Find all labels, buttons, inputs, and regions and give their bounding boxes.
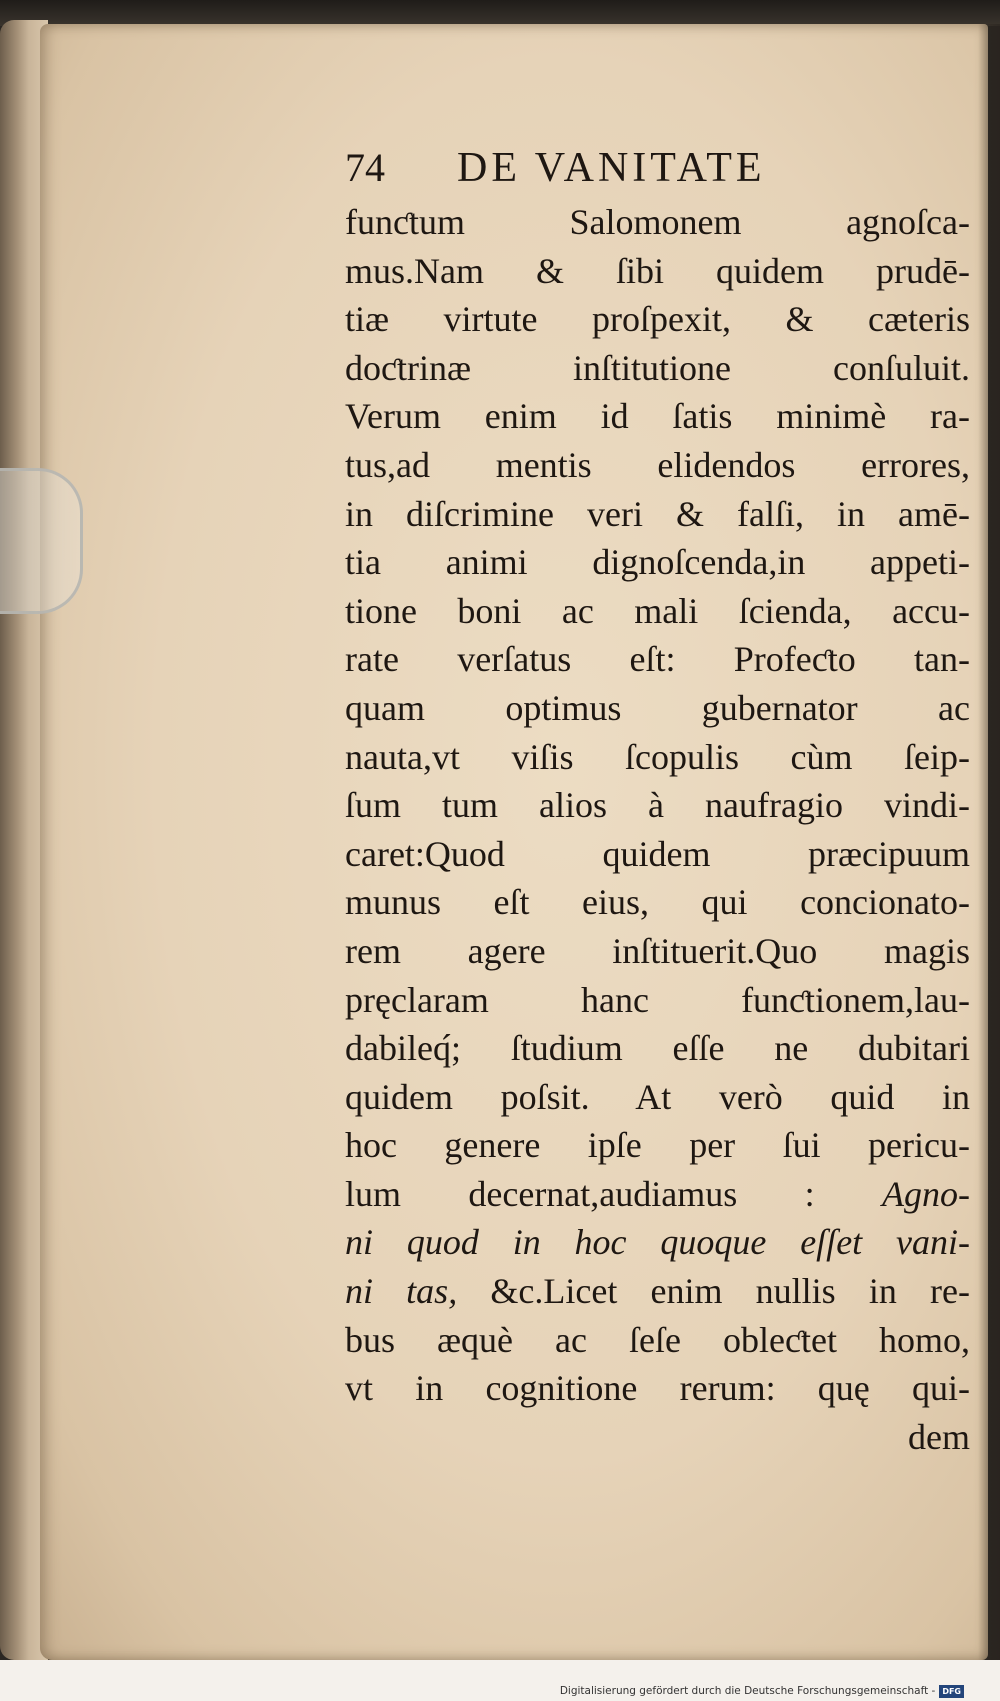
text-line-with-quote [345,1267,970,1316]
quote-line: ni quod in hoc quoque eſſet vani- [345,1222,970,1263]
page-number: 74 [345,145,385,190]
text-line: tus,ad mentis elidendos errores, [345,444,970,485]
page-clip [0,468,83,614]
page-text-block [345,144,970,1461]
quote-segment: ni tas, [345,1271,458,1312]
text-line: tia animi dignoſcenda,in appeti- [345,542,970,583]
digitization-credit [560,1683,964,1699]
text-line: funƈtum Salomonem agnoſca- [345,202,970,242]
text-line: rate verſatus eſt: Profeƈto tan- [345,639,970,680]
text-line: ſum tum alios à naufragio vindi- [345,785,970,826]
gutter-shadow [978,24,1000,1664]
catchword: dem [908,1416,970,1457]
text-segment: &c.Licet enim nullis in re- [490,1271,971,1312]
text-line: vt in cognitione rerum: quę qui- [345,1368,970,1409]
text-line: caret:Quod quidem præcipuum [345,833,970,874]
text-line: pręclaram hanc funƈtionem,lau- [345,979,970,1020]
running-title: DE VANITATE [457,145,766,191]
text-line: nauta,vt viſis ſcopulis cùm ſeip- [345,736,970,777]
text-line: rem agere inſtituerit.Quo magis [345,930,970,971]
text-line: in diſcrimine veri & falſi, in amē- [345,493,970,534]
text-line: tione boni ac mali ſcienda, accu- [345,590,970,631]
body-text [345,198,970,1461]
top-edge [0,0,1000,26]
text-line: munus eſt eius, qui concionato- [345,882,970,923]
text-line: Verum enim id ſatis minimè ra- [345,396,970,437]
text-line: bus æquè ac ſeſe obleƈtet homo, [345,1319,970,1360]
text-line: hoc genere ipſe per ſui pericu- [345,1125,970,1166]
text-line: dabileq́; ſtudium eſſe ne dubitari [345,1028,970,1069]
credit-text: Digitalisierung gefördert durch die Deutsche Forschungsgemeinschaft - [559,1685,936,1697]
text-line: tiæ virtute proſpexit, & cæteris [345,299,970,340]
text-line: mus.Nam & ſibi quidem prudē- [345,250,970,291]
dfg-logo: DFG [939,1685,964,1698]
text-line: quam optimus gubernator ac [345,687,970,728]
text-line: quidem poſsit. At verò quid in [345,1076,970,1117]
text-line-with-quote [345,1170,970,1219]
text-line: doƈtrinæ inſtitutione conſuluit. [345,347,970,388]
running-head [345,144,970,198]
text-segment: lum decernat,audiamus : [345,1173,815,1214]
quote-segment: Agno- [882,1173,970,1214]
